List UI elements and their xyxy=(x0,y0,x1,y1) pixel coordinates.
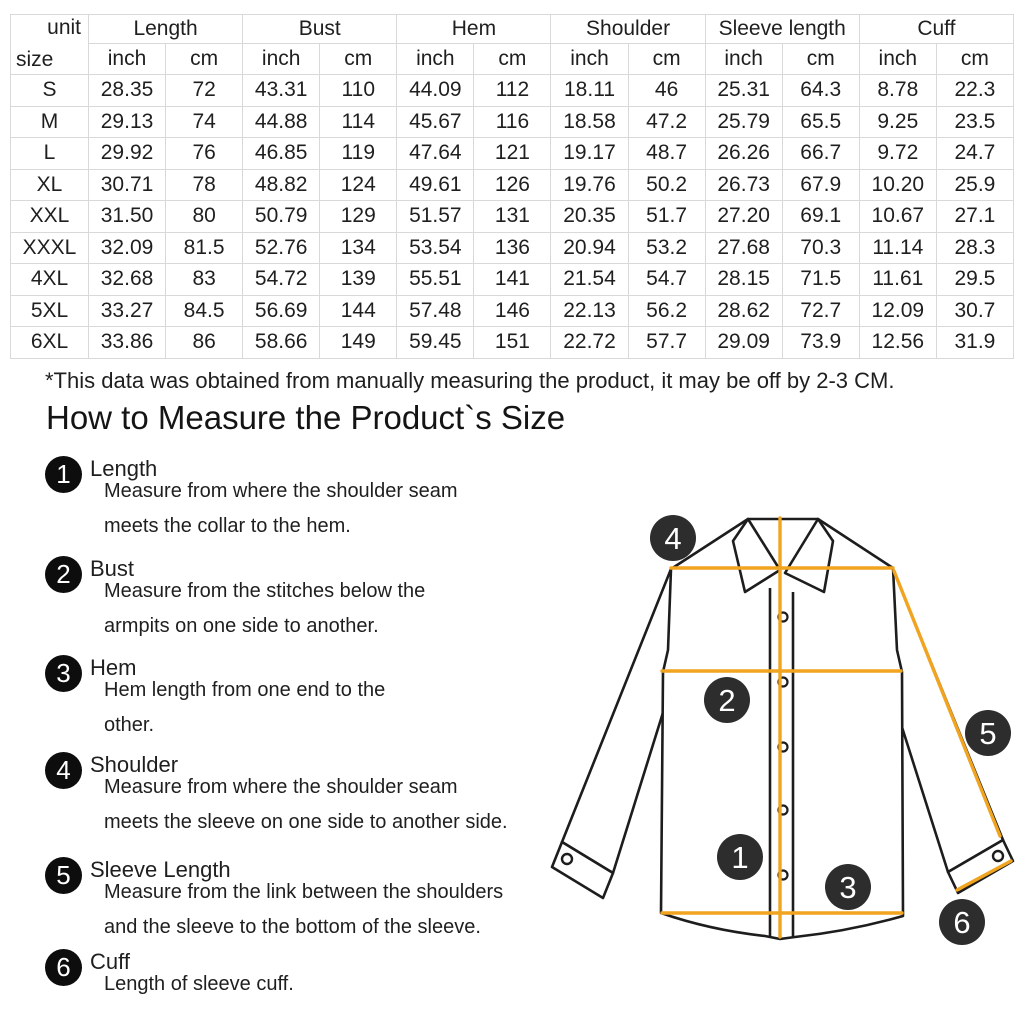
measurement-cell: 18.11 xyxy=(551,75,628,107)
measurement-cell: 8.78 xyxy=(859,75,936,107)
measurement-cell: 84.5 xyxy=(166,295,243,327)
measurement-cell: 21.54 xyxy=(551,264,628,296)
measurement-cell: 134 xyxy=(320,232,397,264)
measurement-cell: 28.3 xyxy=(936,232,1013,264)
instruction-number-badge: 4 xyxy=(45,752,82,789)
unit-header: inch xyxy=(705,44,782,75)
size-label: XXL xyxy=(11,201,89,233)
unit-header: inch xyxy=(89,44,166,75)
measurement-cell: 149 xyxy=(320,327,397,359)
measurement-cell: 25.9 xyxy=(936,169,1013,201)
measurement-cell: 86 xyxy=(166,327,243,359)
measurement-cell: 146 xyxy=(474,295,551,327)
measurement-disclaimer: *This data was obtained from manually measuring the product, it may be off by 2-3 CM. xyxy=(45,368,895,393)
svg-text:4: 4 xyxy=(664,521,682,556)
measurement-cell: 74 xyxy=(166,106,243,138)
corner-unit-label: unit xyxy=(47,16,81,39)
instruction-title: Shoulder xyxy=(90,752,179,777)
unit-header: inch xyxy=(551,44,628,75)
measurement-cell: 151 xyxy=(474,327,551,359)
column-group-header: Bust xyxy=(243,15,397,44)
measurement-cell: 23.5 xyxy=(936,106,1013,138)
measurement-cell: 25.79 xyxy=(705,106,782,138)
measurement-cell: 112 xyxy=(474,75,551,107)
measurement-cell: 28.62 xyxy=(705,295,782,327)
instruction-text-line: other. xyxy=(104,714,155,736)
instruction-text-line: meets the collar to the hem. xyxy=(104,515,351,537)
measurement-cell: 10.20 xyxy=(859,169,936,201)
instruction-number-badge: 6 xyxy=(45,949,82,986)
measurement-cell: 56.2 xyxy=(628,295,705,327)
measurement-cell: 80 xyxy=(166,201,243,233)
instruction-text-line: Length of sleeve cuff. xyxy=(104,973,294,995)
instruction-number-badge: 3 xyxy=(45,655,82,692)
measurement-cell: 9.72 xyxy=(859,138,936,170)
measurement-cell: 29.09 xyxy=(705,327,782,359)
measurement-cell: 136 xyxy=(474,232,551,264)
measurement-cell: 72 xyxy=(166,75,243,107)
measurement-cell: 57.7 xyxy=(628,327,705,359)
size-label: XL xyxy=(11,169,89,201)
measurement-cell: 66.7 xyxy=(782,138,859,170)
measurement-cell: 114 xyxy=(320,106,397,138)
measurement-cell: 19.17 xyxy=(551,138,628,170)
measurement-cell: 22.13 xyxy=(551,295,628,327)
unit-header: cm xyxy=(628,44,705,75)
measurement-cell: 22.72 xyxy=(551,327,628,359)
measurement-cell: 29.13 xyxy=(89,106,166,138)
measurement-cell: 32.09 xyxy=(89,232,166,264)
measurement-cell: 10.67 xyxy=(859,201,936,233)
measurement-cell: 47.2 xyxy=(628,106,705,138)
size-label: 6XL xyxy=(11,327,89,359)
unit-header: cm xyxy=(936,44,1013,75)
measurement-cell: 28.35 xyxy=(89,75,166,107)
measurement-cell: 129 xyxy=(320,201,397,233)
measurement-cell: 19.76 xyxy=(551,169,628,201)
measurement-cell: 124 xyxy=(320,169,397,201)
measurement-cell: 49.61 xyxy=(397,169,474,201)
measurement-cell: 47.64 xyxy=(397,138,474,170)
measurement-cell: 70.3 xyxy=(782,232,859,264)
measurement-cell: 9.25 xyxy=(859,106,936,138)
svg-text:2: 2 xyxy=(718,683,736,718)
measurement-cell: 20.35 xyxy=(551,201,628,233)
instruction-text-line: Measure from where the shoulder seam xyxy=(104,480,458,502)
measurement-cell: 43.31 xyxy=(243,75,320,107)
measurement-cell: 24.7 xyxy=(936,138,1013,170)
instruction-number-badge: 1 xyxy=(45,456,82,493)
unit-header: cm xyxy=(320,44,397,75)
instruction-title: Length xyxy=(90,456,158,481)
measurement-cell: 131 xyxy=(474,201,551,233)
size-label: 4XL xyxy=(11,264,89,296)
measurement-cell: 116 xyxy=(474,106,551,138)
marker-badge-5 xyxy=(965,710,1011,756)
size-label: M xyxy=(11,106,89,138)
measurement-cell: 18.58 xyxy=(551,106,628,138)
measurement-cell: 64.3 xyxy=(782,75,859,107)
measurement-cell: 50.2 xyxy=(628,169,705,201)
measurement-cell: 51.7 xyxy=(628,201,705,233)
measurement-cell: 26.73 xyxy=(705,169,782,201)
measurement-cell: 144 xyxy=(320,295,397,327)
unit-header: inch xyxy=(859,44,936,75)
measurement-cell: 26.26 xyxy=(705,138,782,170)
measurement-cell: 20.94 xyxy=(551,232,628,264)
measurement-cell: 57.48 xyxy=(397,295,474,327)
measurement-cell: 28.15 xyxy=(705,264,782,296)
instruction-text-line: meets the sleeve on one side to another side. xyxy=(104,811,508,833)
svg-text:6: 6 xyxy=(953,905,971,940)
instruction-title: Cuff xyxy=(90,949,130,974)
instruction-text-line: armpits on one side to another. xyxy=(104,615,379,637)
instruction-title: Bust xyxy=(90,556,135,581)
measurement-cell: 31.9 xyxy=(936,327,1013,359)
measurement-cell: 52.76 xyxy=(243,232,320,264)
measurement-cell: 55.51 xyxy=(397,264,474,296)
measurement-cell: 126 xyxy=(474,169,551,201)
measurement-cell: 44.88 xyxy=(243,106,320,138)
measurement-cell: 76 xyxy=(166,138,243,170)
measurement-cell: 11.14 xyxy=(859,232,936,264)
measurement-cell: 50.79 xyxy=(243,201,320,233)
measurement-cell: 121 xyxy=(474,138,551,170)
measurement-cell: 53.2 xyxy=(628,232,705,264)
measurement-cell: 119 xyxy=(320,138,397,170)
instruction-title: Hem xyxy=(90,655,137,680)
measurement-cell: 46.85 xyxy=(243,138,320,170)
measurement-cell: 30.71 xyxy=(89,169,166,201)
size-label: 5XL xyxy=(11,295,89,327)
svg-text:5: 5 xyxy=(979,716,997,751)
measurement-cell: 33.86 xyxy=(89,327,166,359)
left-cuff-button xyxy=(562,854,572,864)
svg-text:3: 3 xyxy=(839,870,857,905)
measurement-cell: 71.5 xyxy=(782,264,859,296)
measurement-cell: 81.5 xyxy=(166,232,243,264)
measurement-cell: 51.57 xyxy=(397,201,474,233)
instruction-text-line: Hem length from one end to the xyxy=(104,679,386,701)
measurement-cell: 110 xyxy=(320,75,397,107)
measurement-cell: 54.7 xyxy=(628,264,705,296)
measurement-cell: 46 xyxy=(628,75,705,107)
measurement-cell: 12.09 xyxy=(859,295,936,327)
measurement-cell: 83 xyxy=(166,264,243,296)
measurement-cell: 56.69 xyxy=(243,295,320,327)
measurement-cell: 45.67 xyxy=(397,106,474,138)
measurement-cell: 12.56 xyxy=(859,327,936,359)
measurement-cell: 29.92 xyxy=(89,138,166,170)
marker-badge-3 xyxy=(825,864,871,910)
measurement-cell: 72.7 xyxy=(782,295,859,327)
measurement-cell: 31.50 xyxy=(89,201,166,233)
instruction-text-line: Measure from the stitches below the xyxy=(104,580,426,602)
unit-header: cm xyxy=(474,44,551,75)
unit-header: inch xyxy=(243,44,320,75)
column-group-header: Hem xyxy=(397,15,551,44)
instruction-text-line: Measure from the link between the shoulders xyxy=(104,881,504,903)
measurement-cell: 53.54 xyxy=(397,232,474,264)
size-label: XXXL xyxy=(11,232,89,264)
measurement-cell: 69.1 xyxy=(782,201,859,233)
measurement-cell: 44.09 xyxy=(397,75,474,107)
instruction-number-badge: 5 xyxy=(45,857,82,894)
marker-badge-1 xyxy=(717,834,763,880)
instruction-text-line: and the sleeve to the bottom of the sleeve. xyxy=(104,916,481,938)
marker-badge-2 xyxy=(704,677,750,723)
size-label: L xyxy=(11,138,89,170)
measurement-cell: 27.20 xyxy=(705,201,782,233)
column-group-header: Cuff xyxy=(859,15,1013,44)
measurement-cell: 27.68 xyxy=(705,232,782,264)
unit-header: cm xyxy=(782,44,859,75)
measurement-cell: 25.31 xyxy=(705,75,782,107)
measurement-cell: 27.1 xyxy=(936,201,1013,233)
measurement-cell: 30.7 xyxy=(936,295,1013,327)
column-group-header: Shoulder xyxy=(551,15,705,44)
measurement-cell: 48.7 xyxy=(628,138,705,170)
measurement-cell: 59.45 xyxy=(397,327,474,359)
measurement-cell: 33.27 xyxy=(89,295,166,327)
marker-badge-4 xyxy=(650,515,696,561)
measurement-cell: 73.9 xyxy=(782,327,859,359)
measurement-cell: 65.5 xyxy=(782,106,859,138)
unit-header: cm xyxy=(166,44,243,75)
unit-header: inch xyxy=(397,44,474,75)
measurement-cell: 58.66 xyxy=(243,327,320,359)
measurement-cell: 22.3 xyxy=(936,75,1013,107)
svg-text:1: 1 xyxy=(731,840,749,875)
measurement-cell: 67.9 xyxy=(782,169,859,201)
measurement-cell: 48.82 xyxy=(243,169,320,201)
instruction-text-line: Measure from where the shoulder seam xyxy=(104,776,458,798)
instruction-number-badge: 2 xyxy=(45,556,82,593)
right-cuff-button xyxy=(993,851,1003,861)
corner-size-label: size xyxy=(16,48,54,71)
measurement-cell: 32.68 xyxy=(89,264,166,296)
measurement-cell: 11.61 xyxy=(859,264,936,296)
marker-badge-6 xyxy=(939,899,985,945)
measurement-cell: 29.5 xyxy=(936,264,1013,296)
column-group-header: Sleeve length xyxy=(705,15,859,44)
column-group-header: Length xyxy=(89,15,243,44)
instruction-title: Sleeve Length xyxy=(90,857,231,882)
measurement-cell: 54.72 xyxy=(243,264,320,296)
measurement-cell: 141 xyxy=(474,264,551,296)
measurement-cell: 139 xyxy=(320,264,397,296)
size-label: S xyxy=(11,75,89,107)
measurement-cell: 78 xyxy=(166,169,243,201)
section-title: How to Measure the Product`s Size xyxy=(46,399,566,436)
